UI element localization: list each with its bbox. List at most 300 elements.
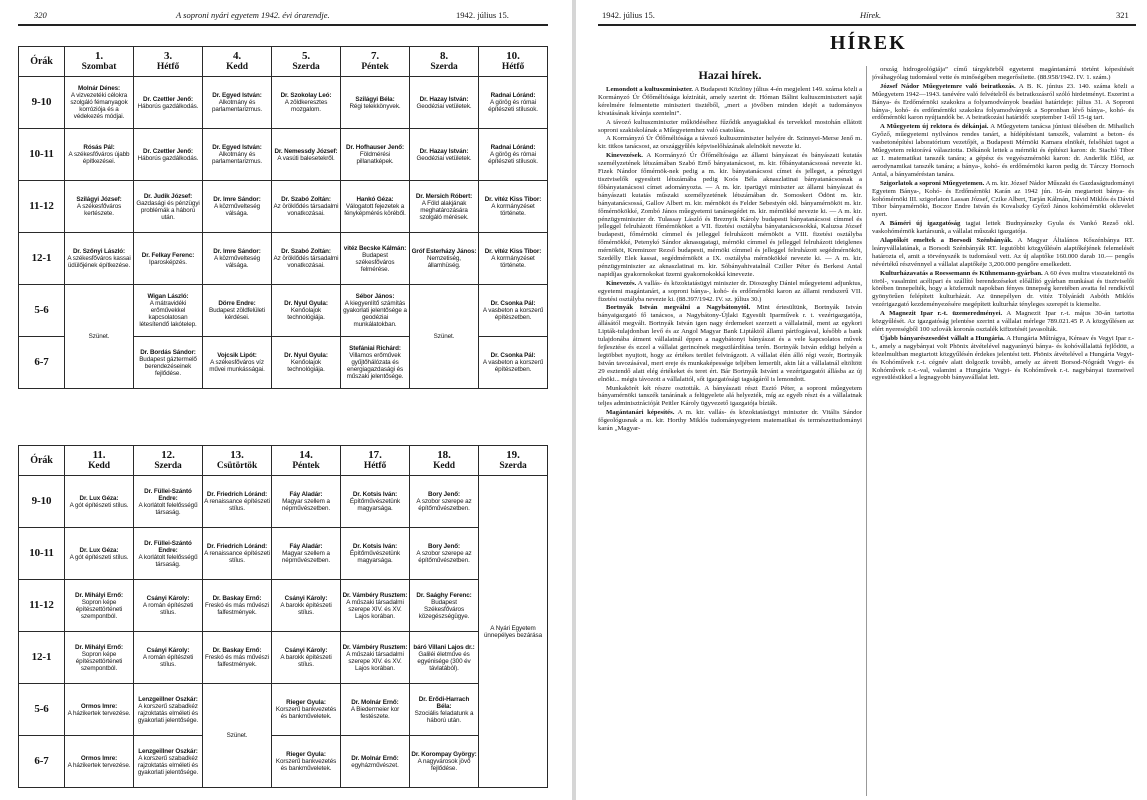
left-running-title: A soproni nyári egyetem 1942. évi órarendje.	[176, 10, 330, 20]
day-name: Szerda	[499, 461, 527, 471]
lecture-cell	[134, 285, 203, 337]
lecturer-name: Dr. Korompay György:	[411, 751, 477, 758]
lecturer-name: Dr. Vámbéry Rusztem:	[342, 591, 408, 599]
lecture-cell	[479, 181, 548, 233]
lecture-cell	[203, 233, 272, 285]
news-paragraph	[598, 385, 862, 409]
lecture-title: Az öröklődés társadalmi vonatkozásai.	[273, 203, 339, 217]
news-text: A 60 éves multra visszatekintő ös töröl-, vasalmint acélipari és szállító berendezéseket előállító gyárban munkásai és tisztviselői körében ünnepelték, hogy a közlemult napokban fényes ünnepség keretében avatta fel rendkívül gyönyörűen felépített kulturházát. Az ünnepélyen dr. vitéz Tölyárádi Asbóth Miklós vezérigazgató kezdeményezésére megépített kulturház tényleges szerepét is kiemelte.	[872, 269, 1134, 309]
lecturer-name: Dr. Szokolay Leó:	[280, 92, 332, 99]
lecture-cell	[410, 285, 479, 389]
news-sub-title: Hazai hírek.	[698, 68, 762, 82]
hour-label: 11-12	[19, 580, 65, 632]
lecture-title: A szobor szerepe az építőművészetben.	[416, 550, 472, 564]
lecture-title: A közművelteség válsága.	[213, 255, 261, 269]
lecture-cell	[272, 528, 341, 580]
lecturer-name: Dr. Csonka Pál:	[490, 300, 536, 307]
lecture-title: A gót építészeti stílus.	[69, 501, 129, 509]
lecturer-name: Dr. Friedrich Lóránd:	[206, 491, 268, 498]
lecturer-name: báró Villani Lajos dr.:	[413, 643, 475, 651]
hour-label: 5-6	[19, 285, 65, 337]
lecture-title: Az öröklődés társadalmi vonatkozásai.	[273, 255, 339, 269]
day-number: 12.	[161, 449, 175, 461]
timetable-week-1	[18, 46, 548, 389]
lecture-title: A kiegyenlítő számítás gyakorlati jelentősége a geodéziai munkálatokban.	[343, 300, 407, 328]
news-text: A távozó kultuszminiszter működéséhez fűződik anyagiakkal és tervekkel mostohán ellátott soproni szakiskolának a Műegyetemhez való csatolása.	[598, 118, 862, 134]
hour-label: 10-11	[19, 528, 65, 580]
lecturer-name: Dr. Molnár Ernő:	[351, 699, 399, 706]
lecture-cell	[341, 528, 410, 580]
news-paragraph	[598, 280, 862, 304]
lecture-title: A Biedermeier kor festészete.	[350, 706, 400, 720]
lecturer-name: Dr. vitéz Kiss Tibor:	[484, 248, 542, 255]
lecture-title: A korszerű szabadkéz rajzoktatás elméleti és gyakorlati jelentősége.	[137, 754, 199, 776]
lecture-cell	[272, 736, 341, 788]
lecturer-name: Dr. Nemessdy József:	[274, 147, 338, 155]
lecture-cell	[65, 528, 134, 580]
lecturer-name: Fáy Aladár:	[289, 491, 323, 498]
news-paragraph	[598, 135, 862, 151]
hour-label: 12-1	[19, 632, 65, 684]
hour-label: 5-6	[19, 684, 65, 736]
lecture-title: Budapest Székesfőváros közegészségügye.	[418, 598, 470, 620]
lecture-title: Korszerű bankvezetés és bankműveletek.	[275, 758, 337, 772]
news-text: Mint értesültünk, Bortnyák István bányaigazgató fő tanácsos, a Nagybátony-Újlaki Egyesült Iparművek r. t. vezérigazgatója, állásától megvált. Bortnyák István igen nagy érdemeket szerzett a vállalatnál, ment az egykori Lipták-tulajdonban levő és az Angol Magyar Bank Liptáktól állami pártfogásval, később a bank tulajdonába átment vállalatnál éppen a nagybátonyi bányászat és a vele kapcsolatos művek fejlesztése és ezzel a vállalat gerincének megszilárdítása terén. Bortnyák István eddigi helyén a legtöbbet nyujtott, hogy az értékes terület felvirágzott. A vállalat élén álló régi vezér, Bortnyák István tavozásával, mert ereje és munkaképessége teljében lemerült, akin lát a vállalatnál eltöltött 29 esztendő alatt elég értékeket és teret ért. Bár Bortnyák Istvánt a vezérigazgatói állásba az új elnöki... mégis távozott a vállalattól, sőt igazgatósági tagságáról is lemondott.	[598, 304, 862, 383]
news-paragraph	[872, 310, 1134, 334]
lecturer-name: Dr. Bordás Sándor:	[140, 348, 196, 356]
day-number: 8.	[439, 50, 449, 62]
news-headline: Magántanári képesítés.	[606, 409, 675, 417]
lecture-cell	[410, 233, 479, 285]
lecture-cell	[341, 736, 410, 788]
lecturer-name: Szilágyi József:	[76, 196, 122, 203]
news-text: tagjai lettek Budnyánszky Gyula és Vankó Rezső okl. vaskohómérnök kartársunk, a vállalat műszaki igazgatója.	[872, 220, 1134, 236]
left-header-rule	[18, 24, 548, 26]
right-header-rule	[598, 24, 1136, 26]
lecturer-name: Dr. Lux Géza:	[79, 494, 119, 502]
lecture-title: Korszerű bankvezetés és bankműveletek.	[275, 706, 337, 720]
lecture-title: A Föld alakjának meghatározására szolgáló mérések.	[419, 199, 469, 221]
lecturer-name: Rósás Pál:	[83, 144, 115, 151]
news-paragraph	[598, 409, 862, 433]
hour-label: 6-7	[19, 337, 65, 389]
lecturer-name: Dr. Szőnyi László:	[72, 248, 126, 255]
news-paragraph	[598, 152, 862, 279]
column-divider	[866, 66, 867, 796]
lecture-cell	[65, 476, 134, 528]
lecture-cell	[341, 77, 410, 129]
lecture-cell	[134, 632, 203, 684]
lecture-cell	[134, 736, 203, 788]
lecturer-name: Dr. Mihályi Ernő:	[75, 591, 123, 599]
lecturer-name: Dr. Nyul Gyula:	[284, 352, 328, 359]
news-paragraph	[872, 66, 1134, 82]
lecture-cell	[134, 476, 203, 528]
day-header	[341, 446, 410, 476]
news-paragraph	[872, 220, 1134, 236]
lecture-cell	[203, 580, 272, 632]
news-column-1	[598, 66, 862, 794]
news-headline: Újabb bányarészesedést vállalt a Hungária.	[880, 334, 1005, 342]
lecture-cell	[272, 580, 341, 632]
lecture-title: A vizvezetéki célokra szolgáló fémanyagok korróziója és a védekezés módjai.	[70, 92, 128, 120]
day-number: 14.	[299, 449, 313, 461]
lecturer-name: Dr. Füllei-Szántó Endre:	[144, 539, 192, 554]
day-number: 11.	[92, 449, 106, 461]
news-headline: A Báméri új igazgatóság	[880, 220, 961, 228]
day-number: 19.	[506, 449, 520, 461]
news-paragraph	[872, 335, 1134, 382]
lecturer-name: Dr. Felkay Ferenc:	[141, 251, 195, 259]
lecture-title: Válogatott fejezetek a fényképmérés köréből.	[344, 203, 406, 217]
news-text: A Műegyetem tanácsa júniusi ülésében dr. Mihailich Győző, műegyetemi nyilvános rendes tanárt, a hídépítéstani tanszék, valamint a beton- és vasbetonépítési laboratórium vezetőjét, a Budapesti Mérnöki Kamara elnökét, felsőházi tagot a Műegyetem rektorává választotta. Dékánok lettek a mérnöki és építészi karon: dr. Stachó Tibor az I. matematikai tanszék tanára; a gépész és vegyészmérnöki karon: dr. Anderlik Előd, az aerodynamikai tanszék tanára; a bánya-, kohó- és erdőmérnöki karon pedig dr. Tárczy Hornoch Antal, a bányaméréstan tanára.	[872, 123, 1134, 178]
lecture-title: A gót építészeti stílus.	[69, 553, 129, 561]
day-number: 17.	[368, 449, 382, 461]
left-date: 1942. július 15.	[456, 10, 509, 20]
lecture-title: Szünet.	[226, 732, 248, 739]
lecture-title: Földmérési pillanatképek.	[356, 151, 394, 165]
lecture-title: A román építészeti stílus.	[142, 654, 194, 668]
lecture-cell	[410, 77, 479, 129]
news-headline: Kinevezés.	[606, 279, 637, 287]
lecture-title: A vasbeton a korszerű építészetben.	[482, 359, 544, 373]
lecture-cell	[341, 684, 410, 736]
lecture-title: A székesfőváros kertészete.	[76, 203, 122, 217]
news-headline: Alaptőkét emeltek a Borsodi Szénbányák.	[880, 237, 1013, 245]
lecturer-name: Bory Jenő:	[428, 543, 460, 550]
news-headline: Bortnyák István megválni a Nagybátonytól.	[606, 304, 751, 312]
lecture-title: A renaissance építészeti stílus.	[204, 498, 270, 512]
lecturer-name: Sébor János:	[355, 293, 395, 300]
lecture-title: A székesfőváros újabb építkezései.	[68, 151, 130, 165]
lecture-title: Szociális feladatunk a háború után.	[414, 709, 474, 724]
lecture-cell	[341, 476, 410, 528]
lecture-title: A görög és római építészeti stílusok.	[488, 99, 538, 113]
day-header	[479, 47, 548, 77]
lecturer-name: Gróf Esterházy János:	[411, 248, 477, 255]
lecture-title: Freskó és más művészi falfestmények.	[204, 602, 270, 616]
left-page-number: 320	[34, 10, 47, 20]
right-section: Hírek.	[860, 10, 882, 20]
lecturer-name: Radnai Lóránd:	[490, 144, 536, 151]
lecture-title: Magyar szellem a népművészetben.	[281, 498, 331, 512]
lecture-title: Sopron képe építészettörténeti szempontból.	[75, 598, 123, 620]
lecture-cell	[203, 337, 272, 389]
lecture-cell	[65, 233, 134, 285]
news-headline: A Magnezit Ipar r.-t. üzemeredményei.	[880, 310, 1003, 318]
lecture-title: A román építészeti stílus.	[142, 602, 194, 616]
lecture-title: Budapest gáztermelő berendezéseinek fejlődése.	[139, 355, 197, 377]
lecture-cell	[479, 129, 548, 181]
day-header	[272, 47, 341, 77]
hour-label: 9-10	[19, 476, 65, 528]
lecture-title: A zöldkeresztes mozgalom.	[284, 99, 328, 113]
lecturer-name: Dr. Szabó Zoltán:	[281, 196, 331, 203]
lecture-cell	[203, 181, 272, 233]
timetable-week-2	[18, 445, 548, 788]
day-name: Kedd	[226, 62, 248, 72]
lecturer-name: Dr. Lux Géza:	[79, 546, 119, 554]
day-number: 5.	[301, 50, 311, 62]
lecture-cell	[65, 77, 134, 129]
lecturer-name: Dr. Mihályi Ernő:	[75, 643, 123, 651]
lecture-cell	[479, 476, 548, 788]
day-header	[134, 47, 203, 77]
lecture-cell	[341, 632, 410, 684]
lecturer-name: Dr. Egyed István:	[212, 92, 262, 99]
lecturer-name: Dr. vitéz Kiss Tibor:	[484, 196, 542, 203]
hour-label: 12-1	[19, 233, 65, 285]
lecture-cell	[479, 77, 548, 129]
lecture-title: Alkotmány és parlamentarizmus.	[211, 151, 263, 165]
lecture-cell	[203, 77, 272, 129]
lecture-title: Geodéziai vetületek.	[416, 102, 472, 110]
lecturer-name: vitéz Becske Kálmán:	[343, 244, 407, 252]
lecture-cell	[410, 181, 479, 233]
lecture-cell	[203, 684, 272, 788]
news-headline: Kinevezések.	[606, 152, 643, 160]
lecture-cell	[65, 684, 134, 736]
lecturer-name: Dr. Hofhauser Jenő:	[346, 144, 404, 151]
lecturer-name: Wigan László:	[147, 293, 189, 300]
lecture-cell	[410, 736, 479, 788]
news-text: A m. kir. József Nádor Műszaki és Gazdaságtudományi Egyetem Bánya-, Kohó- és Erdőmérnöki Karán az 1942 jún. 16-án megtartott bánya- és kohómérnöki III. szigorlaton Lassan József, Czike Albert, Tarján Kálmán, Dávid Miklós és Dávid Tibor bányamérnöki, Boczor Endre István és Kovalszky Győző János kohómérnöki oklevelet nyert.	[872, 179, 1134, 219]
lecturer-name: Bory Jenő:	[428, 491, 460, 498]
day-number: 7.	[370, 50, 380, 62]
lecturer-name: Dr. Baskay Ernő:	[212, 647, 262, 654]
lecture-cell	[65, 129, 134, 181]
day-number: 13.	[230, 449, 244, 461]
day-header	[203, 47, 272, 77]
lecture-cell	[410, 632, 479, 684]
day-name: Péntek	[292, 461, 320, 471]
lecturer-name: Dr. Baskay Ernő:	[212, 595, 262, 602]
lecture-cell	[341, 285, 410, 337]
lecture-title: Iparosképzés.	[149, 258, 187, 266]
lecture-title: Budapest zöldfelületi kérdései.	[208, 307, 265, 321]
day-number: 10.	[506, 50, 520, 62]
lecture-title: A vasúti balesetekről.	[277, 154, 335, 162]
lecture-title: Budapest székesfőváros felmérése.	[355, 251, 395, 273]
lecture-title: A renaissance építészeti stílus.	[204, 550, 270, 564]
lecturer-name: Dr. Friedrich Lóránd:	[206, 543, 268, 550]
lecturer-name: Radnai Lóránd:	[490, 92, 536, 99]
day-header	[341, 47, 410, 77]
lecture-title: A székesfőváros víz művei munkásságai.	[209, 359, 265, 373]
lecturer-name: Dr. Egyed István:	[212, 144, 262, 151]
lecture-cell	[410, 580, 479, 632]
lecture-title: A házikertek tervezése.	[67, 761, 131, 769]
lecturer-name: Csányi Károly:	[146, 647, 190, 654]
news-text: A Kormányzó Úr Őfőméltósága a távozó kultuszminiszter helyére dr. Szinnyei-Merse Jenő m. kir. titkos tanácsost, az országgyűlés képviselőházának alelnökét nevezte ki.	[598, 135, 862, 151]
lecture-cell	[134, 129, 203, 181]
lecturer-name: Dr. Mersich Róbert:	[415, 192, 473, 200]
lecture-title: A műszaki társadalmi szerepe XIV. és XV. Lajos korában.	[346, 598, 404, 620]
right-date: 1942. július 15.	[602, 10, 655, 20]
lecture-title: A székesfőváros kassai üdülőjének építkezése.	[67, 255, 131, 269]
lecturer-name: Dr. Molnár Ernő:	[351, 754, 399, 762]
lecture-cell	[203, 528, 272, 580]
day-header	[479, 446, 548, 476]
lecturer-name: Stefániai Richárd:	[349, 345, 401, 352]
lecturer-name: Dr. Hazay István:	[419, 95, 469, 103]
news-text: A Budapesti Közlöny július 4-én megjelent 149. száma közli a Kormányzó Úr Őfőméltósága kézirátát, amely szerint dr. Hóman Bálint kultuszminisztert saját kérelmére felmentette miniszteri tisztéből, „mert a jövőben minden idejét a tudományos kivatásának kívánja szentelni”.	[598, 86, 862, 117]
right-page-number: 321	[1116, 10, 1129, 20]
lecturer-name: Dr. Czettler Jenő:	[143, 147, 193, 155]
lecturer-name: Dr. Nyul Gyula:	[284, 300, 328, 307]
lecture-cell	[479, 285, 548, 337]
lecturer-name: Dörre Endre:	[218, 300, 256, 307]
lecture-title: A barokk építészeti stílus.	[280, 602, 332, 616]
news-headline: Kulturházavatás a Roessemann és Kühnemann-gyárban.	[880, 269, 1043, 277]
lecture-cell	[410, 684, 479, 736]
lecturer-name: Dr. Saághy Ferenc:	[416, 591, 472, 599]
lecture-cell	[272, 129, 341, 181]
right-page	[576, 0, 1147, 800]
news-paragraph	[598, 304, 862, 383]
news-headline: A Műegyetem új rektora és dékánjai.	[880, 123, 989, 131]
lecturer-name: Dr. Erődi-Harrach Béla:	[418, 695, 470, 710]
day-number: 18.	[437, 449, 451, 461]
lecturer-name: Dr. Csonka Pál:	[490, 352, 536, 359]
news-paragraph	[872, 180, 1134, 220]
lecture-cell	[410, 528, 479, 580]
lecture-cell	[341, 580, 410, 632]
lecture-title: A kormányzéset története.	[491, 255, 535, 269]
news-paragraph	[872, 83, 1134, 123]
lecture-title: Nemzetiség, államhüség.	[427, 255, 461, 269]
lecturer-name: Vojcsik Lipót:	[217, 352, 257, 359]
lecture-cell	[272, 181, 341, 233]
left-page	[0, 0, 572, 800]
news-paragraph	[872, 123, 1134, 178]
lecture-title: Építőművészetünk magyarsága.	[349, 498, 401, 512]
day-header	[134, 446, 203, 476]
hour-label: 6-7	[19, 736, 65, 788]
lecture-title: Háborús gazdálkodás.	[137, 102, 199, 110]
lecture-cell	[272, 233, 341, 285]
news-text: A m. kir. vallás- és közoktatásügyi miniszter dr. Vitális Sándor főgeológusnak a m. kir. Horthy Miklós tudományegyetem matematikai és természettudományi karán „Magyar-	[598, 409, 862, 433]
lecture-cell	[272, 77, 341, 129]
lecture-title: Alkotmány és parlamentarizmus.	[211, 99, 263, 113]
lecture-cell	[65, 632, 134, 684]
news-paragraph	[872, 270, 1134, 310]
lecturer-name: Molnár Dénes:	[77, 85, 121, 92]
lecture-title: Geodéziai vetületek.	[416, 154, 472, 162]
lecturer-name: Szilágyi Béla:	[355, 95, 395, 103]
lecturer-name: Dr. Szabó Zoltán:	[281, 248, 331, 255]
news-text: A Magnezit Ipar r.-t. május 30-án tartotta közgyűlését. Az igazgatóság jelentése szerint a vállalat mérlege 789.021.45 P. A közgyűlésen az elért nyereségből 100 szlovák koronás osztalék kifizetését javasolták.	[872, 310, 1134, 333]
day-header	[65, 446, 134, 476]
lecturer-name: Lenzgeillner Oszkár:	[138, 747, 198, 755]
hour-label: 9-10	[19, 77, 65, 129]
lecturer-name: Dr. Judik József:	[143, 192, 193, 200]
lecture-cell	[341, 129, 410, 181]
lecture-title: A korlátolt felelősségű társaság.	[138, 501, 198, 516]
day-name: Szerda	[430, 62, 458, 72]
hour-header: Órák	[19, 446, 65, 476]
news-text: A Magyar Általános Kőszénbánya RT. leányvállalatának, a Borsodi Szénbányák RT. legutóbbi közgyűlésén alaptőkéjének felemelését határozta el, amit a törvényszék is tudomásul vett. Az új alaptőke 160.000 darab 10.— pengős névértékű részvénnyel a vállalat alaptőkéje 3,200.000 pengőre emelkedett.	[872, 237, 1134, 268]
lecture-cell	[65, 285, 134, 389]
hour-label: 10-11	[19, 129, 65, 181]
lecture-title: A nagyvárosok jövő fejlődése.	[417, 758, 471, 772]
lecturer-name: Csányi Károly:	[284, 595, 328, 602]
news-headline: József Nádor Műegyetemre való beiratkozás.	[880, 82, 1016, 90]
lecture-title: A Nyári Egyetem ünnepélyes bezárása	[484, 624, 542, 639]
day-header	[65, 47, 134, 77]
news-text: ország hidrogeológiája” című tárgykörből egyetemi magántanárrá történt képesítését jóváhagyólag tudomásul vette és minőségében megerősítette. (88.958/1942. IV. 1. szám.)	[872, 66, 1134, 81]
day-name: Péntek	[361, 62, 389, 72]
day-header	[272, 446, 341, 476]
news-paragraph	[598, 119, 862, 135]
lecture-cell	[272, 632, 341, 684]
lecture-title: A szobor szerepe az építőművészetben.	[416, 498, 472, 512]
hour-label: 11-12	[19, 181, 65, 233]
lecture-cell	[65, 736, 134, 788]
lecture-cell	[341, 337, 410, 389]
lecture-cell	[272, 285, 341, 337]
lecture-title: Háborús gazdálkodás.	[137, 154, 199, 162]
day-name: Szerda	[292, 62, 320, 72]
lecture-cell	[134, 684, 203, 736]
lecturer-name: Csányi Károly:	[146, 595, 190, 602]
lecturer-name: Dr. Imre Sándor:	[213, 248, 261, 255]
day-name: Hétfő	[363, 461, 387, 471]
lecture-cell	[272, 684, 341, 736]
day-name: Kedd	[88, 461, 110, 471]
day-header	[203, 446, 272, 476]
lecture-cell	[134, 528, 203, 580]
day-number: 1.	[94, 50, 104, 62]
lecturer-name: Dr. Imre Sándor:	[213, 196, 261, 203]
lecture-cell	[203, 632, 272, 684]
lecture-cell	[410, 476, 479, 528]
lecture-title: Kenőolajok technológiája.	[287, 307, 325, 321]
lecturer-name: Rieger Gyula:	[286, 699, 326, 706]
lecture-title: A korlátolt felelősségű társaság.	[138, 553, 198, 568]
lecture-cell	[203, 129, 272, 181]
lecture-title: Szünet.	[433, 333, 455, 340]
day-name: Hétfő	[501, 62, 525, 72]
lecture-cell	[134, 337, 203, 389]
lecture-title: A házikertek tervezése.	[67, 709, 131, 717]
lecturer-name: Dr. Füllei-Szántó Endre:	[144, 487, 192, 502]
news-column-2	[872, 66, 1134, 794]
day-name: Csütörtök	[216, 461, 258, 471]
lecture-title: A barokk építészeti stílus.	[280, 654, 332, 668]
lecture-title: Régi telekkönyvek.	[349, 102, 401, 110]
lecture-cell	[134, 77, 203, 129]
lecture-cell	[479, 233, 548, 285]
lecture-title: Galiléi életműve és egyénisége (300 év távlatából).	[417, 650, 471, 672]
lecture-cell	[203, 476, 272, 528]
lecture-title: Szünet.	[88, 333, 110, 340]
lecture-title: A kormányzéset története.	[491, 203, 535, 217]
lecture-title: A vasbeton a korszerű építészetben.	[482, 307, 544, 321]
lecture-title: A műszaki társadalmi szerepe XIV. és XV. Lajos korában.	[346, 650, 404, 672]
lecturer-name: Dr. Kotsis Iván:	[352, 543, 398, 550]
lecture-cell	[272, 337, 341, 389]
lecturer-name: Ormos Imre:	[80, 702, 118, 710]
hour-header: Órák	[19, 47, 65, 77]
day-name: Szerda	[154, 461, 182, 471]
lecturer-name: Dr. Hazay István:	[419, 147, 469, 155]
lecture-cell	[272, 476, 341, 528]
lecture-title: A görög és római építészeti stílusok.	[488, 151, 538, 165]
lecture-title: A közművelteség válsága.	[213, 203, 261, 217]
lecture-cell	[203, 285, 272, 337]
news-headline: Lemondott a kultuszminiszter.	[606, 86, 693, 93]
